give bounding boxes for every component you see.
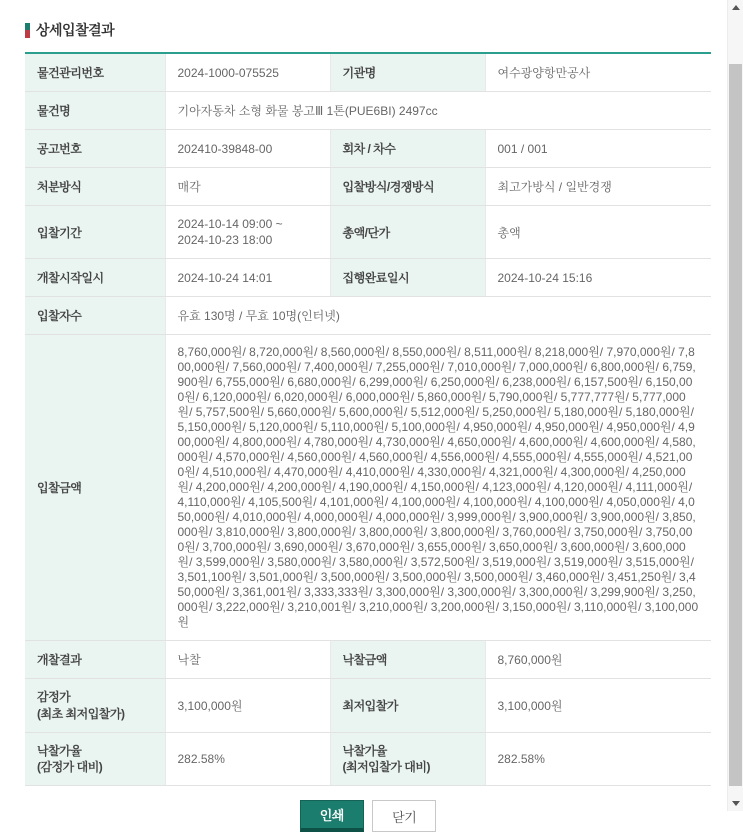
title-bullet-icon (25, 23, 30, 38)
rate-appraisal-label-line1: 낙찰가율 (37, 743, 82, 758)
scroll-up-arrow-icon[interactable] (728, 0, 743, 15)
field-value-org: 여수광양항만공사 (485, 53, 711, 92)
field-value-manage-no: 2024-1000-075525 (165, 53, 330, 92)
field-label-rate-minbid (330, 732, 485, 785)
field-label-bid-method: 입찰방식/경쟁방식 (330, 168, 485, 206)
field-value-open-result: 낙찰 (165, 641, 330, 679)
appraisal-label-line2: (최초 최저입찰가) (37, 706, 125, 721)
field-label-bid-amounts: 입찰금액 (25, 335, 165, 641)
table-row-item-name (25, 92, 711, 130)
field-label-notice-no: 공고번호 (25, 130, 165, 168)
scrollbar[interactable] (727, 0, 743, 811)
field-label-item-name: 물건명 (25, 92, 165, 130)
table-row-open-result (25, 641, 711, 679)
table-row-manage-no (25, 53, 711, 92)
field-label-round: 회차 / 차수 (330, 130, 485, 168)
field-value-disposal: 매각 (165, 168, 330, 206)
field-value-rate-appraisal: 282.58% (165, 732, 330, 785)
field-value-item-name: 기아자동차 소형 화물 봉고Ⅲ 1톤(PUE6BI) 2497cc (165, 92, 711, 130)
rate-appraisal-label-line2: (감정가 대비) (37, 759, 103, 774)
field-value-total-unit: 총액 (485, 206, 711, 259)
field-label-bidders: 입찰자수 (25, 297, 165, 335)
field-value-appraisal: 3,100,000원 (165, 679, 330, 732)
page-title-text: 상세입찰결과 (36, 22, 115, 38)
field-value-bidders: 유효 130명 / 무효 10명(인터넷) (165, 297, 711, 335)
field-label-win-amount: 낙찰금액 (330, 641, 485, 679)
table-row-appraisal (25, 679, 711, 732)
appraisal-label-line1: 감정가 (37, 690, 71, 705)
rate-minbid-label-line1: 낙찰가율 (342, 743, 387, 758)
field-label-rate-appraisal (25, 732, 165, 785)
bid-result-table (25, 52, 711, 786)
bid-period-start: 2024-10-14 09:00 ~ (177, 217, 283, 231)
field-label-bid-period: 입찰기간 (25, 206, 165, 259)
field-label-exec-done: 집행완료일시 (330, 259, 485, 297)
scroll-down-arrow-icon[interactable] (728, 796, 743, 811)
field-value-round: 001 / 001 (485, 130, 711, 168)
close-button[interactable]: 닫기 (372, 800, 436, 832)
field-value-bid-period (165, 206, 330, 259)
table-row-open-start (25, 259, 711, 297)
bid-period-end: 2024-10-23 18:00 (177, 233, 273, 248)
print-button[interactable]: 인쇄 (300, 800, 364, 832)
field-value-bid-method: 최고가방식 / 일반경쟁 (485, 168, 711, 206)
field-label-min-bid: 최저입찰가 (330, 679, 485, 732)
field-label-total-unit: 총액/단가 (330, 206, 485, 259)
bid-amounts-list: 8,760,000원/ 8,720,000원/ 8,560,000원/ 8,550,000원/ 8,511,000원/ 8,218,000원/ 7,970,000원/ 7,800,000원/ 7,560,000원/ 7,400,000원/ 7,255,000원/ 7,010,000원/ 7,000,000원/ 6,800,000원/ 6,759,900원/ 6,755,000원/ 6,680,000원/ 6,299,000원/ 6,250,000원/ 6,238,000원/ 6,157,500원/ 6,150,000원/ 6,120,000원/ 6,020,000원/ 6,000,000원/ 5,860,000원/ 5,790,000원/ 5,777,777원/ 5,777,000원/ 5,757,500원/ 5,660,000원/ 5,600,000원/ 5,512,000원/ 5,250,000원/ 5,180,000원/ 5,180,000원/ 5,150,000원/ 5,120,000원/ 5,110,000원/ 5,100,000원/ 4,950,000원/ 4,950,000원/ 4,950,000원/ 4,900,000원/ 4,800,000원/ 4,780,000원/ 4,730,000원/ 4,650,000원/ 4,600,000원/ 4,600,000원/ 4,580,000원/ 4,570,000원/ 4,560,000원/ 4,560,000원/ 4,556,000원/ 4,555,000원/ 4,555,000원/ 4,521,000원/ 4,510,000원/ 4,470,000원/ 4,410,000원/ 4,330,000원/ 4,321,000원/ 4,300,000원/ 4,250,000원/ 4,200,000원/ 4,200,000원/ 4,190,000원/ 4,150,000원/ 4,123,000원/ 4,120,000원/ 4,111,000원/ 4,110,000원/ 4,105,500원/ 4,101,000원/ 4,100,000원/ 4,100,000원/ 4,100,000원/ 4,050,000원/ 4,050,000원/ 4,010,000원/ 4,000,000원/ 4,000,000원/ 3,999,000원/ 3,900,000원/ 3,900,000원/ 3,850,000원/ 3,810,000원/ 3,800,000원/ 3,800,000원/ 3,800,000원/ 3,760,000원/ 3,750,000원/ 3,750,000원/ 3,700,000원/ 3,690,000원/ 3,670,000원/ 3,655,000원/ 3,650,000원/ 3,600,000원/ 3,600,000원/ 3,599,000원/ 3,580,000원/ 3,580,000원/ 3,572,500원/ 3,519,000원/ 3,519,000원/ 3,515,000원/ 3,501,100원/ 3,501,000원/ 3,500,000원/ 3,500,000원/ 3,500,000원/ 3,460,000원/ 3,451,250원/ 3,450,000원/ 3,361,001원/ 3,333,333원/ 3,300,000원/ 3,300,000원/ 3,300,000원/ 3,299,900원/ 3,250,000원/ 3,222,000원/ 3,210,001원/ 3,210,000원/ 3,200,000원/ 3,150,000원/ 3,110,000원/ 3,100,000원 (165, 335, 711, 641)
scrollbar-thumb[interactable] (729, 64, 742, 786)
field-value-rate-minbid: 282.58% (485, 732, 711, 785)
table-row-win-rate (25, 732, 711, 785)
field-value-exec-done: 2024-10-24 15:16 (485, 259, 711, 297)
button-bar (25, 800, 711, 832)
field-label-open-start: 개찰시작일시 (25, 259, 165, 297)
table-row-bid-amounts (25, 335, 711, 641)
table-row-disposal (25, 168, 711, 206)
field-value-notice-no: 202410-39848-00 (165, 130, 330, 168)
table-row-notice-no (25, 130, 711, 168)
field-label-appraisal (25, 679, 165, 732)
field-label-org: 기관명 (330, 53, 485, 92)
field-label-open-result: 개찰결과 (25, 641, 165, 679)
field-value-win-amount: 8,760,000원 (485, 641, 711, 679)
table-row-bid-period (25, 206, 711, 259)
field-label-disposal: 처분방식 (25, 168, 165, 206)
page-title (25, 20, 711, 40)
field-value-open-start: 2024-10-24 14:01 (165, 259, 330, 297)
rate-minbid-label-line2: (최저입찰가 대비) (342, 759, 430, 774)
field-label-manage-no: 물건관리번호 (25, 53, 165, 92)
bid-result-panel (25, 20, 711, 832)
table-row-bidders (25, 297, 711, 335)
field-value-min-bid: 3,100,000원 (485, 679, 711, 732)
